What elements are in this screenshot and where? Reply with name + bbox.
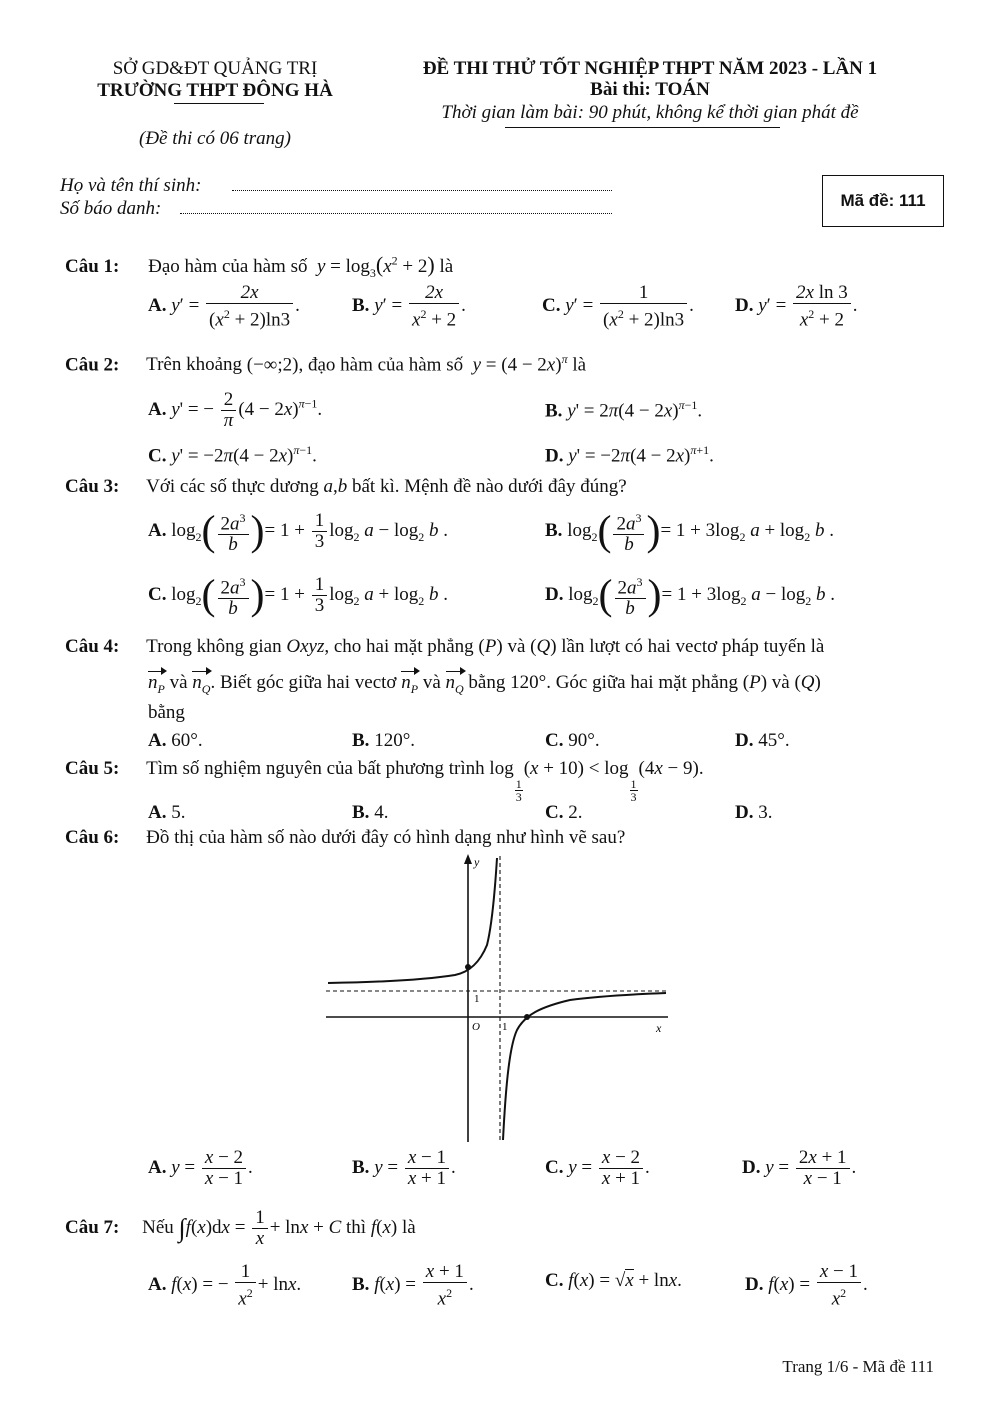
school-name: TRƯỜNG THPT ĐÔNG HÀ	[97, 80, 333, 101]
exam-subject: Bài thi: TOÁN	[590, 79, 710, 100]
q3-option-c[interactable]: C. $\log_2$( $\frac{2a^3}{b}$ )= 1 + $\frac{1}{3}$ $\log_2 a + \log_2 b$ .	[148, 572, 448, 620]
x-one-label: 1	[502, 1021, 508, 1033]
q5-option-d[interactable]: D. 3.	[735, 802, 773, 823]
question-4-line-1: Câu 4: Trong không gian Oxyz, cho hai mặt phẳng (P) và (Q) lần lượt có hai vectơ pháp tuyến là	[65, 636, 825, 657]
q6-option-d[interactable]: D. y = $\frac{2x + 1}{x - 1}$ .	[742, 1147, 857, 1189]
x-axis-label: x	[656, 1021, 662, 1035]
y-axis-label: y	[474, 855, 480, 869]
function-graph	[320, 850, 680, 1145]
q1-option-d[interactable]: D. y′ = $\frac{\text{2x ln 3}}{x^2 + 2}$ .	[735, 282, 858, 331]
left-branch-curve	[328, 858, 497, 983]
q6-option-a[interactable]: A. y = $\frac{x - 2}{x - 1}$ .	[148, 1147, 253, 1189]
sbd-dotted-line	[180, 213, 612, 214]
question-7: Câu 7: Nếu ∫f(x)dx = $\frac{1}{x}$ + lnx + C thì f(x) là	[65, 1207, 416, 1249]
y-one-label: 1	[474, 993, 480, 1005]
q1-option-a[interactable]: A. y′ = $\frac{2x}{(x^2 + 2)\ln 3}$ .	[148, 282, 300, 331]
origin-label: O	[472, 1021, 480, 1033]
y-axis-arrow	[464, 854, 472, 864]
title-underline	[505, 127, 780, 128]
question-3: Câu 3: Với các số thực dương a,b bất kì. Mệnh đề nào dưới đây đúng?	[65, 476, 627, 497]
q7-option-c[interactable]: C. f(x) = √x + lnx.	[545, 1270, 682, 1291]
pages-note: (Đề thi có 06 trang)	[139, 128, 291, 149]
q2-option-d[interactable]: D. $y' = -2\pi(4 - 2x)^{\pi+1}$.	[545, 443, 714, 467]
q7-option-b[interactable]: B. f(x) = $\frac{x + 1}{x^2}$ .	[352, 1261, 474, 1310]
school-underline	[174, 103, 264, 104]
exam-code: Mã đề: 111	[840, 191, 926, 210]
q3-option-d[interactable]: D. $\log_2$( $\frac{2a^3}{b}$ )= $1 + 3\log_2$ $a - \log_2 b$ .	[545, 572, 835, 620]
department-name: SỞ GD&ĐT QUẢNG TRỊ	[112, 58, 318, 79]
exam-time: Thời gian làm bài: 90 phút, không kể thời gian phát đề	[441, 102, 859, 123]
q4-option-c[interactable]: C. 90°.	[545, 730, 600, 751]
question-4-line-2: $n_P$ và $n_Q$. Biết góc giữa hai vectơ $n_P$ và $n_Q$ bằng 120°. Góc giữa hai mặt phẳng (P) và (Q)	[148, 672, 821, 696]
q2-option-a[interactable]: A. y' = − $\frac{2}{\pi}$ $(4 - 2x)^{\pi-1}$.	[148, 389, 323, 431]
y-intercept-point	[465, 964, 471, 970]
q4-option-b[interactable]: B. 120°.	[352, 730, 416, 751]
q6-option-b[interactable]: B. y = $\frac{x - 1}{x + 1}$ .	[352, 1147, 456, 1189]
exam-code-box	[822, 175, 944, 227]
name-dotted-line	[232, 190, 612, 191]
name-label: Họ và tên thí sinh:	[60, 175, 202, 196]
exam-title: ĐỀ THI THỬ TỐT NGHIỆP THPT NĂM 2023 - LẦN 1	[422, 58, 878, 79]
q1-option-c[interactable]: C. y′ = $\frac{1}{(x^2 + 2)\ln 3}$ .	[542, 282, 694, 331]
q7-option-d[interactable]: D. f(x) = $\frac{x - 1}{x^2}$ .	[745, 1261, 868, 1310]
sbd-label: Số báo danh:	[60, 198, 162, 219]
x-intercept-point	[524, 1014, 530, 1020]
question-2: Câu 2: Trên khoảng (−∞;2), đạo hàm của hàm số $y = (4 - 2x)^\pi$ là	[65, 352, 587, 376]
q5-option-a[interactable]: A. 5.	[148, 802, 186, 823]
q4-option-d[interactable]: D. 45°.	[735, 730, 790, 751]
q3-option-a[interactable]: A. $\log_2$( $\frac{2a^3}{b}$ )= 1 + $\frac{1}{3}$ $\log_2 a - \log_2 b$ .	[148, 508, 448, 556]
q5-option-c[interactable]: C. 2.	[545, 802, 583, 823]
question-4-line-3: bằng	[148, 702, 185, 723]
question-1: Câu 1: Đạo hàm của hàm số $y = \log_3(x^2 + 2)$ là	[65, 252, 454, 280]
q1-option-b[interactable]: B. y′ = $\frac{2x}{x^2 + 2}$ .	[352, 282, 466, 331]
q3-option-b[interactable]: B. $\log_2$( $\frac{2a^3}{b}$ )= $1 + 3\log_2$ $a + \log_2 b$ .	[545, 508, 834, 556]
q2-option-b[interactable]: B. $y' = 2\pi(4 - 2x)^{\pi-1}$.	[545, 398, 703, 422]
q7-option-a[interactable]: A. f(x) = − $\frac{1}{x^2}$ + lnx.	[148, 1261, 302, 1310]
question-6: Câu 6: Đồ thị của hàm số nào dưới đây có hình dạng như hình vẽ sau?	[65, 827, 626, 848]
q2-option-c[interactable]: C. $y' = -2\pi(4 - 2x)^{\pi-1}$.	[148, 443, 317, 467]
q4-option-a[interactable]: A. 60°.	[148, 730, 203, 751]
q5-option-b[interactable]: B. 4.	[352, 802, 389, 823]
question-5: Câu 5: Tìm số nghiệm nguyên của bất phương trình log $\frac{1}{3}$ (x + 10) < log $\frac{1}{3}$ (4x − 9).	[65, 758, 704, 804]
q6-option-c[interactable]: C. y = $\frac{x - 2}{x + 1}$ .	[545, 1147, 650, 1189]
page-footer: Trang 1/6 - Mã đề 111	[782, 1357, 934, 1376]
